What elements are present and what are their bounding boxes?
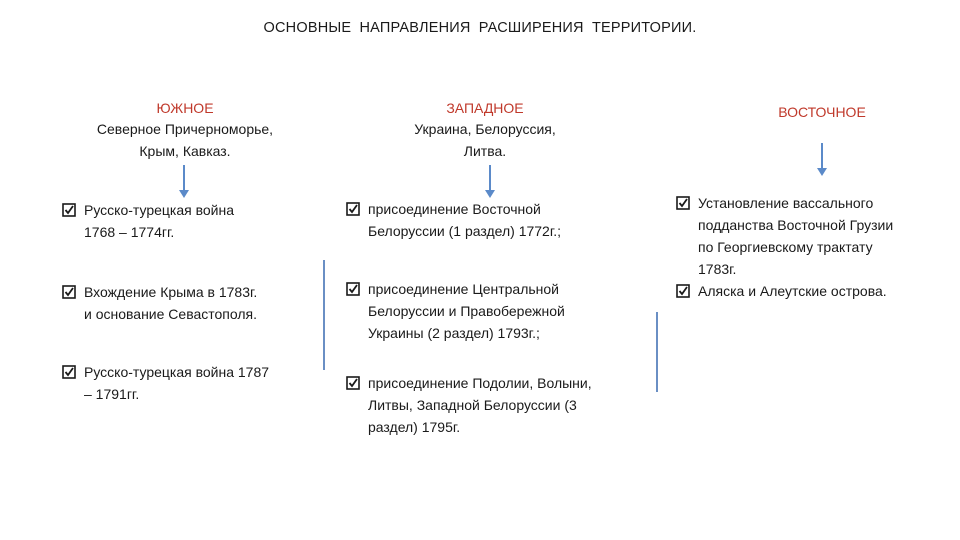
list-item-line: присоединение Подолии, Волыни, [368, 375, 592, 391]
list-item [346, 372, 651, 438]
list-item-line: подданства Восточной Грузии [698, 217, 894, 233]
list-item-line: Украины (2 раздел) 1793г.; [368, 325, 540, 341]
arrow-down-icon [814, 143, 830, 177]
arrow-down-icon [176, 165, 192, 199]
region-line: Литва. [463, 143, 507, 159]
list-item [62, 361, 324, 405]
column-header-east [722, 102, 922, 122]
checkbox-bullet-icon [676, 284, 690, 298]
direction-label: ЗАПАДНОЕ [446, 100, 524, 116]
direction-label: ЮЖНОЕ [156, 100, 214, 116]
list-item-line: и основание Севастополя. [84, 306, 258, 322]
region-line: Украина, Белоруссия, [414, 121, 556, 137]
list-item-line: Белоруссии (1 раздел) 1772г.; [368, 223, 562, 239]
list-item-line: 1768 – 1774гг. [84, 224, 175, 240]
list-item-line: Вхождение Крыма в 1783г. [84, 284, 258, 300]
list-item [346, 198, 651, 242]
list-item [62, 281, 324, 325]
list-item-line: присоединение Центральной [368, 281, 560, 297]
column-header-west [360, 98, 610, 162]
region-line: Северное Причерноморье, [96, 121, 274, 137]
events-list-south [62, 199, 324, 405]
region-line: Крым, Кавказ. [139, 143, 231, 159]
checkbox-bullet-icon [676, 196, 690, 210]
list-item-line: Аляска и Алеутские острова. [698, 283, 887, 299]
list-item [62, 199, 324, 243]
list-item-line: Белоруссии и Правобережной [368, 303, 565, 319]
checkbox-bullet-icon [346, 376, 360, 390]
arrow-down-icon [482, 165, 498, 199]
events-list-west [346, 198, 651, 438]
list-item-line: раздел) 1795г. [368, 419, 461, 435]
list-item [676, 192, 946, 280]
page-title: ОСНОВНЫЕ НАПРАВЛЕНИЯ РАСШИРЕНИЯ ТЕРРИТОРИИ. [263, 20, 697, 36]
checkbox-bullet-icon [346, 202, 360, 216]
column-divider [656, 312, 658, 392]
list-item [346, 278, 651, 344]
list-item-line: 1783г. [698, 261, 737, 277]
events-list-east [676, 192, 946, 302]
list-item-line: Литвы, Западной Белоруссии (3 [368, 397, 577, 413]
list-item-line: Русско-турецкая война [84, 202, 235, 218]
checkbox-bullet-icon [62, 365, 76, 379]
list-item-line: – 1791гг. [84, 386, 140, 402]
checkbox-bullet-icon [62, 203, 76, 217]
direction-label: ВОСТОЧНОЕ [778, 104, 866, 120]
list-item-line: присоединение Восточной [368, 201, 541, 217]
list-item-line: Русско-турецкая война 1787 [84, 364, 270, 380]
list-item [676, 280, 946, 302]
list-item-line: Установление вассального [698, 195, 874, 211]
column-header-south [65, 98, 305, 162]
checkbox-bullet-icon [62, 285, 76, 299]
list-item-line: по Георгиевскому трактату [698, 239, 873, 255]
checkbox-bullet-icon [346, 282, 360, 296]
